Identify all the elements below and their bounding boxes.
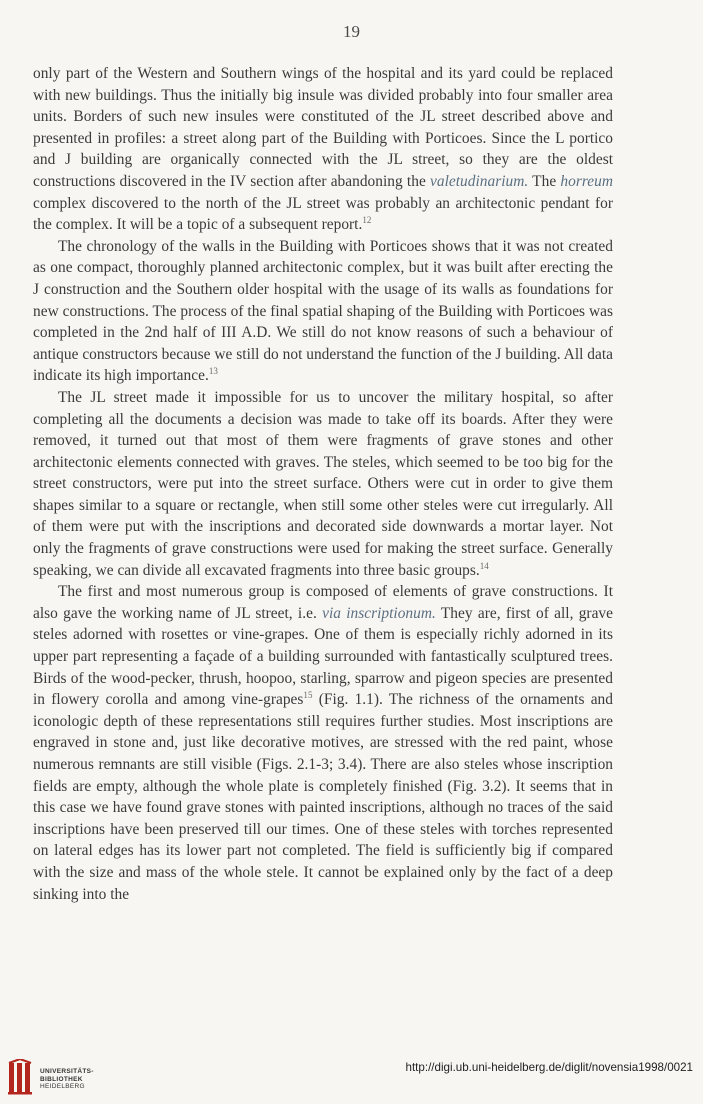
- paragraph-2: [33, 236, 613, 387]
- paragraph-1-text-a: only part of the Western and Southern wings of the hospital and its yard could be replaced with new buildings. Thus the initially big insule was divided probably into four smaller area units. Borders of such new insules were constituted of the JL street described above and presented in profiles: a street along part of the Building with Porticoes. Since the L portico and J building are organically connected with the JL street, so they are the oldest constructions discovered in the IV section after abandoning the: [33, 65, 613, 190]
- paragraph-1: [33, 63, 613, 236]
- footnote-ref-12[interactable]: 12: [362, 215, 372, 226]
- library-logo[interactable]: [8, 1057, 118, 1097]
- paragraph-3-text: The JL street made it impossible for us to uncover the military hospital, so after completing all the documents a decision was made to take off its boards. After they were removed, it turned out that most of them were fragments of grave stones and other architectonic elements connected with graves. The steles, which seemed to be too big for the street constructors, were put into the street surface. Others were cut in order to give them shapes similar to a square or rectangle, when still some other steles were cut irregularly. All of them were put with the inscriptions and decorated side downwards a mortar layer. Not only the fragments of grave constructions were used for making the street surface. Generally speaking, we can divide all excavated fragments into three basic groups.: [33, 388, 613, 579]
- term-horreum: horreum: [560, 172, 613, 190]
- library-name-line-3: HEIDELBERG: [40, 1083, 85, 1091]
- library-name-line-2: BIBLIOTHEK: [40, 1075, 83, 1083]
- page-footer: [0, 1050, 703, 1104]
- paragraph-4-text-b: They are, first of all, grave steles adorned with rosettes or vine-grapes. One of them is especially richly adorned in its upper part representing a façade of a building surrounded with fantastically sculptured trees. Birds of the wood-pecker, thrush, hoopoo, starling, sparrow and pigeon species are presented in flowery corolla and among vine-grapes: [33, 604, 613, 709]
- term-valetudinarium: valetudinarium.: [430, 172, 529, 190]
- footnote-ref-13[interactable]: 13: [208, 366, 218, 377]
- library-emblem-icon: [8, 1059, 34, 1095]
- paragraph-1-text-b: The: [528, 172, 561, 190]
- source-url-link[interactable]: http://digi.ub.uni-heidelberg.de/diglit/novensia1998/0021: [405, 1061, 693, 1074]
- paragraph-2-text: The chronology of the walls in the Building with Porticoes shows that it was not created as one compact, thoroughly planned architectonic complex, but it was built after erecting the J construction and the Southern older hospital with the usage of its walls as foundations for new constructions. The process of the final spatial shaping of the Building with Porticoes was completed in the 2nd half of III A.D. We still do not know reasons of such a behaviour of antique constructors because we still do not understand the function of the J building. All data indicate its high importance.: [33, 237, 613, 385]
- footnote-ref-14[interactable]: 14: [479, 560, 489, 571]
- term-via-inscriptionum: via inscriptionum.: [322, 604, 436, 622]
- paragraph-4-text-a: The first and most numerous group is composed of elements of grave constructions. It also gave the working name of JL street, i.e.: [33, 583, 613, 622]
- footnote-ref-15[interactable]: 15: [303, 690, 313, 701]
- paragraph-4: [33, 581, 613, 905]
- page-number: 19: [343, 22, 360, 41]
- paragraph-1-text-c: complex discovered to the north of the JL street was probably an architectonic pendant for the complex. It will be a topic of a subsequent report.: [33, 194, 613, 234]
- library-name: [40, 1068, 94, 1091]
- paragraph-4-text-c: (Fig. 1.1). The richness of the ornaments and iconologic depth of these representations still requires further studies. Most inscriptions are engraved in stone and, just like decorative motives, are stressed with the red paint, whose numerous remnants are still visible (Figs. 2.1-3; 3.4). There are also steles whose inscription fields are empty, although the whole plate is completely finished (Fig. 3.2). It seems that in this case we have found grave stones with painted inscriptions, although no traces of the said inscriptions have been preserved till our times. One of these steles with torches represented on lateral edges has its lower part not completed. The field is sufficiently big if compared with the size and mass of the whole stele. It cannot be explained only by the fact of a deep sinking into the: [33, 691, 613, 903]
- body-text: [33, 63, 613, 905]
- library-name-line-1: UNIVERSITÄTS-: [40, 1068, 94, 1075]
- paragraph-3: [33, 387, 613, 581]
